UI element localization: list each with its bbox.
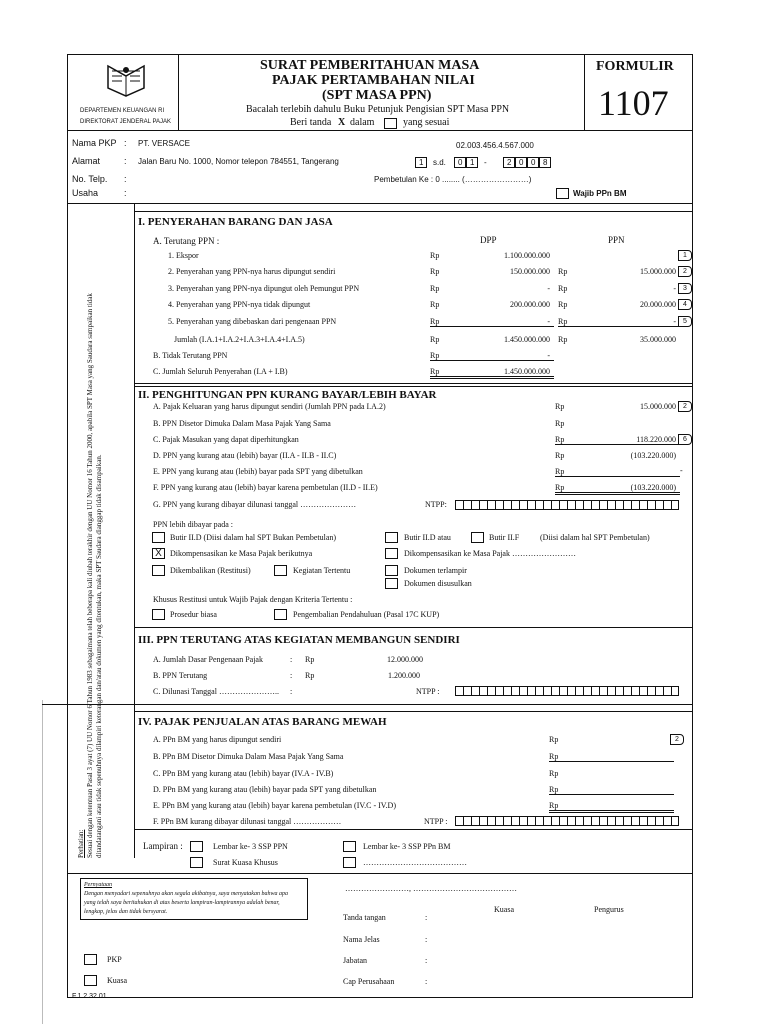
rp-label: Rp (549, 752, 674, 762)
opt-kegiatan[interactable] (274, 565, 287, 576)
s1-row-dpp: - (547, 284, 550, 293)
directorate-name: DIREKTORAT JENDERAL PAJAK (80, 119, 172, 125)
s4-ntpp-cells[interactable] (455, 816, 679, 826)
side-note-title: Perhatian: (77, 829, 85, 858)
title-line-1: SURAT PEMBERITAHUAN MASA (260, 58, 480, 73)
pernyataan-box (80, 878, 308, 920)
opt-butir-iid-bukan[interactable] (152, 532, 165, 543)
s1-c-label: C. Jumlah Seluruh Penyerahan (I.A + I.B) (153, 367, 288, 376)
s4-b-label: B. PPn BM Disetor Dimuka Dalam Masa Pajak Yang Sama (153, 752, 344, 761)
year-4[interactable]: 8 (539, 157, 551, 168)
rp-label: Rp (549, 735, 559, 744)
rp-label: Rp (430, 300, 440, 309)
s1-row-ppn: - (673, 284, 676, 293)
rp-label: Rp (549, 769, 559, 778)
s1-row-tag: 5 (678, 316, 692, 327)
pernyataan-line-3: lengkap, jelas dan tidak bersyarat. (84, 909, 168, 915)
dept-name: DEPARTEMEN KEUANGAN RI (80, 108, 165, 114)
rp-label: Rp (305, 655, 315, 664)
lampiran-ssp-ppn: Lembar ke- 3 SSP PPN (213, 842, 288, 851)
opt-kompensasi-2[interactable] (385, 548, 398, 559)
signer-pkp-label: PKP (107, 955, 122, 964)
colon: : (425, 956, 428, 965)
s1-row-dpp: 200.000.000 (510, 300, 550, 309)
colon: : (290, 687, 293, 696)
s4-f-label: F. PPn BM kurang dibayar dilunasi tanggal ……………… (153, 817, 342, 826)
tanda-tangan-label: Tanda tangan (343, 913, 386, 922)
rp-label: Rp (430, 351, 554, 361)
rp-label: Rp (555, 467, 680, 477)
instruction-2a: Beri tanda (290, 117, 332, 128)
opt-butir-iid-atau-label: Butir II.D atau (404, 533, 451, 542)
s4-a-label: A. PPn BM yang harus dipungut sendiri (153, 735, 282, 744)
opt-prosedur-label: Prosedur biasa (170, 610, 217, 619)
s2-c-label: C. Pajak Masukan yang dapat diperhitungkan (153, 435, 299, 444)
lampiran-ssp-ppn-checkbox[interactable] (190, 841, 203, 852)
colon: : (290, 671, 293, 680)
s1-row-label: 5. Penyerahan yang dibebaskan dari pengenaan PPN (168, 317, 337, 326)
opt-kompensasi-2-label: Dikompensasikan ke Masa Pajak …………………… (404, 549, 576, 558)
s1-row-tag: 4 (678, 299, 692, 310)
rp-label: Rp (555, 419, 565, 428)
lampiran-other[interactable]: ………………………………… (363, 858, 467, 867)
s1-row-ppn: - (673, 317, 676, 326)
instruction-2b: dalam (350, 117, 375, 128)
s1-row-label: 2. Penyerahan yang PPN-nya harus dipungut sendiri (168, 267, 336, 276)
s2-f-label: F. PPN yang kurang atau (lebih) bayar karena pembetulan (II.D - II.E) (153, 483, 378, 492)
nama-jelas-label: Nama Jelas (343, 935, 380, 944)
s2-e-value: - (680, 466, 683, 475)
rp-label: Rp (549, 785, 674, 795)
title-line-2: PAJAK PERTAMBAHAN NILAI (272, 73, 475, 88)
sd-label: s.d. (433, 158, 446, 167)
title-line-3: (SPT MASA PPN) (322, 88, 432, 103)
s1-row-ppn: 15.000.000 (640, 267, 676, 276)
nama-value[interactable]: PT. VERSACE (138, 139, 191, 148)
signer-kuasa-label: Kuasa (107, 976, 127, 985)
masa-from[interactable]: 1 (415, 157, 427, 168)
alamat-label: Alamat (72, 156, 101, 166)
s2-d-value: (103.220.000) (630, 451, 676, 460)
pembetulan[interactable]: Pembetulan Ke : 0 ........ (……………………) (374, 175, 532, 184)
lampiran-ssp-ppnbm-checkbox[interactable] (343, 841, 356, 852)
date-dash: - (484, 158, 487, 167)
s2-c-value: 118.220.000 (636, 435, 676, 444)
rp-label: Rp (305, 671, 315, 680)
masa-to-2[interactable]: 1 (466, 157, 478, 168)
lampiran-other-checkbox[interactable] (343, 857, 356, 868)
opt-pengembalian-label: Pengembalian Pendahuluan (Pasal 17C KUP) (293, 610, 440, 619)
opt-kompensasi[interactable]: X (152, 548, 165, 559)
opt-pengembalian[interactable] (274, 609, 287, 620)
section-2-title: II. PENGHITUNGAN PPN KURANG BAYAR/LEBIH BAYAR (138, 389, 437, 401)
lampiran-ssp-ppnbm: Lembar ke- 3 SSP PPn BM (363, 842, 451, 851)
s2-ntpp-cells[interactable] (455, 500, 679, 510)
rp-label: Rp (558, 267, 568, 276)
s1-row-tag: 1 (678, 250, 692, 261)
opt-butir-iif-label: Butir II.F (489, 533, 520, 542)
rp-label: Rp (430, 367, 554, 379)
side-note-line-1: Sesuai dengan ketentuan Pasal 3 ayat (7) UU Nomor 6 Tahun 1983 sebagaimana telah beberapa kali diubah terakhir dengan UU Nomor 16 Tahun 2000, apabila SPT Masa yang Saudara sampaikan tidak (86, 293, 94, 858)
s1-row-ppn: 20.000.000 (640, 300, 676, 309)
s4-e-label: E. PPn BM yang kurang atau (lebih) bayar karena pembetulan (IV.C - IV.D) (153, 801, 396, 810)
rp-label: Rp (555, 483, 680, 495)
opt-restitusi[interactable] (152, 565, 165, 576)
opt-kompensasi-label: Dikompensasikan ke Masa Pajak berikutnya (170, 549, 313, 558)
form-code: F.1.2.32.01 (72, 993, 107, 1000)
place-date[interactable]: ……………………, ………………………………… (345, 884, 517, 893)
year-1[interactable]: 2 (503, 157, 515, 168)
s3-b-label: B. PPN Terutang (153, 671, 208, 680)
s4-d-label: D. PPn BM yang kurang atau (lebih) bayar pada SPT yang dibetulkan (153, 785, 377, 794)
s1-row-dpp: - (547, 317, 550, 326)
section-1-title: I. PENYERAHAN BARANG DAN JASA (138, 216, 333, 228)
instruction-1: Bacalah terlebih dahulu Buku Petunjuk Pengisian SPT Masa PPN (246, 104, 510, 115)
opt-dok-disusulkan[interactable] (385, 578, 398, 589)
s3-a-label: A. Jumlah Dasar Pengenaan Pajak (153, 655, 263, 664)
s2-lebih-label: PPN lebih dibayar pada : (153, 520, 233, 529)
s1-row-label: 3. Penyerahan yang PPN-nya dipungut oleh Pemungut PPN (168, 284, 360, 293)
opt-butir-iid-bukan-label: Butir II.D (Diisi dalam hal SPT Bukan Pembetulan) (170, 533, 337, 542)
rp-label: Rp (558, 300, 568, 309)
rp-label: Rp (430, 335, 440, 344)
s1-b-label: B. Tidak Terutang PPN (153, 351, 228, 360)
lampiran-kuasa-checkbox[interactable] (190, 857, 203, 868)
rp-label: Rp (430, 267, 440, 276)
year-3[interactable]: 0 (527, 157, 539, 168)
opt-butir-iif[interactable] (471, 532, 484, 543)
rp-label: Rp (555, 435, 680, 445)
s2-b-label: B. PPN Disetor Dimuka Dalam Masa Pajak Yang Sama (153, 419, 331, 428)
opt-dok-terlampir[interactable] (385, 565, 398, 576)
rp-label: Rp (558, 317, 680, 327)
s2-f-value: (103.220.000) (630, 483, 676, 492)
pernyataan-title: Pernyataan (84, 882, 112, 888)
legend-checkbox (384, 118, 397, 129)
s3-ntpp-label: NTPP : (416, 687, 440, 696)
s1-col-dpp: DPP (480, 235, 497, 245)
opt-restitusi-label: Dikembalikan (Restitusi) (170, 566, 251, 575)
s1-row-tag: 2 (678, 266, 692, 277)
wajib-ppnbm-label: Wajib PPn BM (573, 189, 627, 198)
colon: : (124, 138, 127, 148)
opt-dok-terlampir-label: Dokumen terlampir (404, 566, 467, 575)
s1-col-ppn: PPN (608, 235, 625, 245)
rp-label: Rp (558, 284, 568, 293)
opt-prosedur[interactable] (152, 609, 165, 620)
s1-row-label: 1. Ekspor (168, 251, 199, 260)
s2-a-label: A. Pajak Keluaran yang harus dipungut sendiri (Jumlah PPN pada I.A.2) (153, 402, 386, 411)
rp-label: Rp (430, 284, 440, 293)
colon: : (425, 935, 428, 944)
logo (104, 62, 148, 98)
rp-label: Rp (430, 251, 440, 260)
rp-label: Rp (555, 402, 565, 411)
nama-label: Nama PKP (72, 138, 117, 148)
s1-c-dpp: 1.450.000.000 (504, 367, 550, 376)
s4-c-label: C. PPn BM yang kurang atau (lebih) bayar (IV.A - IV.B) (153, 769, 334, 778)
formulir-number: 1107 (598, 83, 669, 123)
s2-a-tag: 2 (678, 401, 692, 412)
colon: : (124, 156, 127, 166)
s2-d-label: D. PPN yang kurang atau (lebih) bayar (II.A - II.B - II.C) (153, 451, 337, 460)
cap-label: Cap Perusahaan (343, 977, 395, 986)
colon: : (425, 913, 428, 922)
s1-jumlah-ppn: 35.000.000 (640, 335, 676, 344)
pengurus-col: Pengurus (594, 905, 624, 914)
pernyataan-line-2: yang telah saya beritahukan di atas beserta lampiran-lampirannya adalah benar, (84, 900, 280, 906)
telp-label: No. Telp. (72, 174, 108, 184)
section-4-title: IV. PAJAK PENJUALAN ATAS BARANG MEWAH (138, 716, 387, 728)
s1-row-dpp: 150.000.000 (510, 267, 550, 276)
s1-b-dpp: - (547, 351, 550, 360)
s2-g-label: G. PPN yang kurang dibayar dilunasi tanggal ………………… (153, 500, 357, 509)
s2-ntpp-label: NTPP: (425, 500, 447, 509)
instruction-2x: X (338, 117, 346, 128)
rp-label: Rp (558, 335, 568, 344)
alamat-value[interactable]: Jalan Baru No. 1000, Nomor telepon 784551, Tangerang (138, 157, 339, 166)
kuasa-col: Kuasa (494, 905, 514, 914)
s1-row-dpp: 1.100.000.000 (504, 251, 550, 260)
signer-pkp-checkbox[interactable] (84, 954, 97, 965)
section-3-title: III. PPN TERUTANG ATAS KEGIATAN MEMBANGUN SENDIRI (138, 634, 460, 646)
page-edge-left (42, 700, 43, 1024)
s4-a-tag: 2 (670, 734, 684, 745)
opt-kegiatan-label: Kegiatan Tertentu (293, 566, 351, 575)
lampiran-label: Lampiran : (143, 841, 183, 851)
wajib-ppnbm-checkbox[interactable] (556, 188, 569, 199)
colon: : (425, 977, 428, 986)
rp-label: Rp (549, 801, 674, 813)
formulir-label: FORMULIR (596, 59, 674, 74)
s1-jumlah-label: Jumlah (I.A.1+I.A.2+I.A.3+I.A.4+I.A.5) (174, 335, 305, 344)
s3-b-value: 1.200.000 (388, 671, 420, 680)
s2-khusus-label: Khusus Restitusi untuk Wajib Pajak dengan Kriteria Tertentu : (153, 595, 353, 604)
s1-row-label: 4. Penyerahan yang PPN-nya tidak dipungut (168, 300, 311, 309)
instruction-2c: yang sesuai (403, 117, 450, 128)
s4-ntpp-label: NTPP : (424, 817, 448, 826)
colon: : (124, 188, 127, 198)
s2-c-tag: 6 (678, 434, 692, 445)
s1-row-tag: 3 (678, 283, 692, 294)
masa-to-1[interactable]: 0 (454, 157, 466, 168)
rp-label: Rp (430, 317, 554, 327)
colon: : (290, 655, 293, 664)
s3-c-label: C. Dilunasi Tanggal ………………….. (153, 687, 279, 696)
s2-a-value: 15.000.000 (640, 402, 676, 411)
side-note-line-2: ditandatangani atau tidak sepenuhnya dilampiri keterangan dan/atau dokumen yang ditentukan, maka SPT Saudara dianggap tidak disampaikan. (95, 454, 103, 858)
s3-a-value: 12.000.000 (387, 655, 423, 664)
npwp-value[interactable]: 02.003.456.4.567.000 (456, 141, 534, 150)
colon: : (124, 174, 127, 184)
opt-butir-iid-atau[interactable] (385, 532, 398, 543)
side-note (77, 203, 127, 858)
rp-label: Rp (555, 451, 565, 460)
year-2[interactable]: 0 (515, 157, 527, 168)
s2-e-label: E. PPN yang kurang atau (lebih) bayar pada SPT yang dibetulkan (153, 467, 363, 476)
lampiran-kuasa: Surat Kuasa Khusus (213, 858, 278, 867)
opt-pembetulan-note: (Diisi dalam hal SPT Pembetulan) (540, 533, 650, 542)
s1-a-label: A. Terutang PPN : (153, 236, 220, 246)
s3-ntpp-cells[interactable] (455, 686, 679, 696)
usaha-label: Usaha (72, 188, 99, 198)
jabatan-label: Jabatan (343, 956, 367, 965)
signer-kuasa-checkbox[interactable] (84, 975, 97, 986)
pernyataan-line-1: Dengan menyadari sepenuhnya akan segala akibatnya, saya menyatakan bahwa apa (84, 891, 288, 897)
s1-jumlah-dpp: 1.450.000.000 (504, 335, 550, 344)
opt-dok-disusulkan-label: Dokumen disusulkan (404, 579, 472, 588)
